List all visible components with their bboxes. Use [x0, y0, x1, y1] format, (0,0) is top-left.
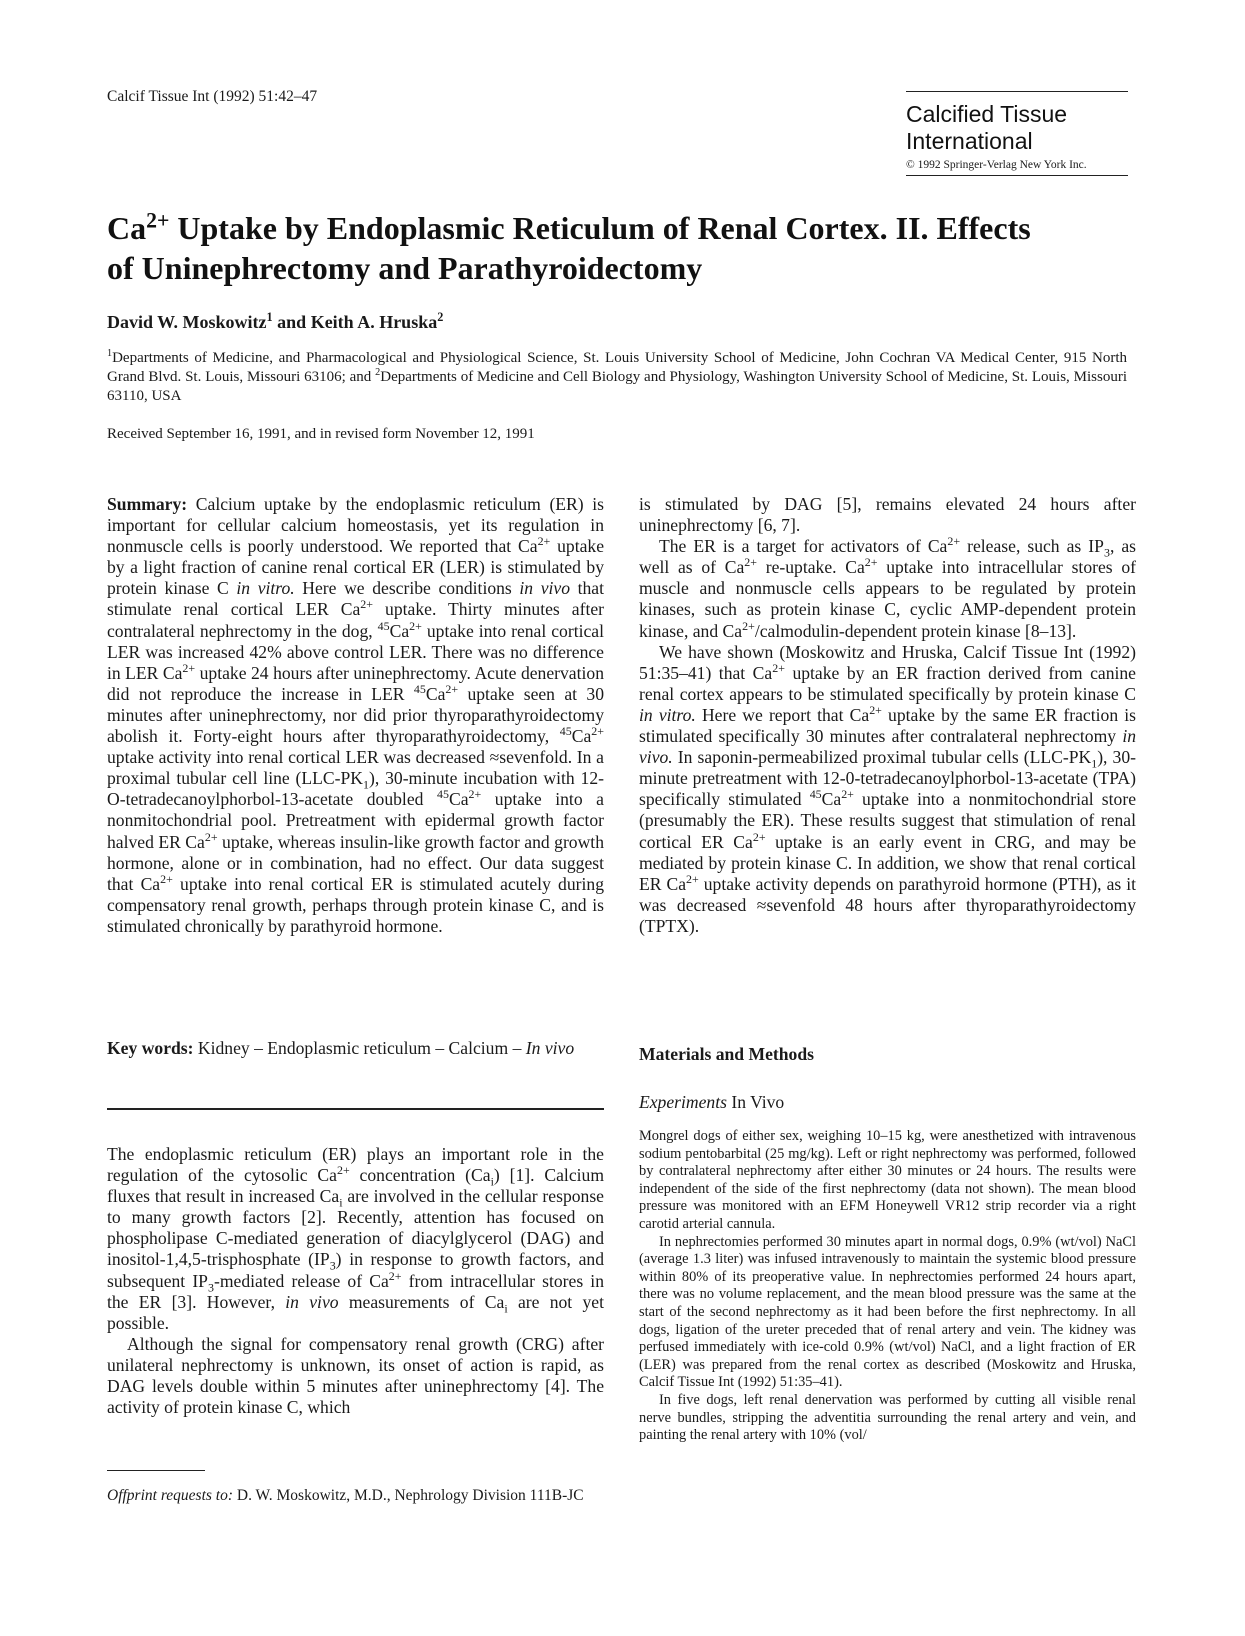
author-list [107, 312, 443, 333]
summary-text: uptake into renal cortical LER was increased 42% above control LER. There was no difference in LER Ca [107, 620, 604, 683]
intro-paragraph-3: is stimulated by DAG [5], remains elevated 24 hours after uninephrectomy [6, 7]. [639, 494, 1136, 536]
methods-paragraph-3: In five dogs, left renal denervation was performed by cutting all visible renal nerve bundles, stripping the adventitia surrounding the renal artery and vein, and painting the renal artery with 10% (vol/ [639, 1391, 1136, 1444]
intro-text: ), 30-minute pretreatment with 12-0-tetradecanoylphorbol-13-acetate (TPA) specifically stimulated [639, 747, 1137, 810]
superscript: 45 [413, 681, 426, 696]
journal-masthead [906, 91, 1128, 176]
intro-text: uptake into intracellular stores of muscle and nonmuscle cells appears to be regulated by protein kinases, such as protein kinase C, cyclic AMP-dependent protein kinase, and Ca [639, 557, 1136, 641]
subsection-italic: Experiments [639, 1092, 727, 1112]
journal-name-line2: International [906, 128, 1033, 154]
superscript: 2+ [468, 787, 482, 802]
superscript: 45 [559, 724, 572, 739]
summary-label: Summary: [107, 494, 188, 514]
section-heading: Materials and Methods [639, 1044, 814, 1064]
intro-text: Here we report that Ca [695, 704, 870, 725]
intro-paragraph-1 [107, 1144, 604, 1334]
subscript: 3 [329, 1258, 336, 1273]
summary-text: uptake into a nonmitochondrial pool. Pretreatment with epidermal growth factor halved ER Ca [107, 789, 604, 852]
footnote-rule [107, 1470, 205, 1471]
keywords-paragraph [107, 1038, 604, 1059]
offprint-label: Offprint requests to: [107, 1487, 234, 1504]
summary-text: uptake by a light fraction of canine renal cortical ER (LER) is stimulated by protein kinase C [107, 536, 605, 599]
subscript: 3 [207, 1280, 214, 1295]
author-2: Keith A. Hruska [310, 312, 438, 332]
superscript: 45 [437, 787, 449, 802]
title-charge: 2+ [146, 208, 170, 233]
affil-text-1: Departments of Medicine, and Pharmacological and Physiological Science, St. Louis University School of Medicine, John Cochran VA Medical Center, 915 North Grand Blvd. St. Louis, Missouri 63106; and [107, 350, 1127, 385]
subscript: i [339, 1195, 343, 1210]
superscript: 2+ [182, 660, 196, 675]
superscript: 2+ [388, 1268, 402, 1283]
intro-text: from intracellular stores in the ER [3]. However, [107, 1270, 604, 1312]
superscript: 2+ [742, 618, 755, 633]
intro-text: /calmodulin-dependent protein kinase [8–13]. [754, 620, 1077, 641]
summary-paragraph [107, 494, 604, 937]
summary-text: uptake 24 hours after uninephrectomy. Acute denervation did not reproduce the increase in LER [107, 662, 604, 704]
subscript: i [490, 1174, 494, 1189]
superscript: 2+ [947, 534, 961, 549]
intro-paragraph-5 [639, 642, 1136, 937]
title-ion: Ca [107, 210, 147, 246]
author-2-mark: 2 [437, 310, 444, 324]
intro-text: uptake activity depends on parathyroid hormone (PTH), as it was decreased ≈sevenfold 48 hours after thyroparathyroidectomy (TPTX). [639, 873, 1136, 936]
superscript: 2+ [360, 597, 374, 612]
intro-text: -mediated release of Ca [213, 1270, 389, 1291]
summary-text: Ca [425, 683, 446, 704]
intro-text: release, such as IP [960, 536, 1104, 557]
methods-paragraph-2: In nephrectomies performed 30 minutes apart in normal dogs, 0.9% (wt/vol) NaCl (average 1.3 liter) was infused intravenously to maintain the systemic blood pressure within 80% of its preoperative value. In nephrectomies performed 24 hours apart, there was no volume replacement, and the mean blood pressure was the same at the start of the second nephrectomy as it had been before the first nephrectomy. In all dogs, ligation of the ureter preceded that of renal artery and vein. The kidney was perfused immediately with ice-cold 0.9% (wt/vol) NaCl, and a light fraction of ER (LER) was prepared from the renal cortex as described (Moskowitz and Hruska, Calcif Tissue Int (1992) 51:35–41). [639, 1233, 1136, 1391]
intro-text: concentration (Ca [349, 1165, 491, 1186]
affiliations [107, 349, 1127, 406]
intro-text: uptake by the same ER fraction is stimulated specifically 30 minutes after contralateral nephrectomy [639, 704, 1136, 747]
affil-text-2: Departments of Medicine and Cell Biology and Physiology, Washington University School of Medicine, St. Louis, Missouri 63110, USA [107, 369, 1127, 404]
subscript: 1 [1091, 756, 1098, 771]
received-date: Received September 16, 1991, and in revised form November 12, 1991 [107, 426, 535, 442]
keywords-italic: In vivo [525, 1038, 575, 1058]
intro-text: The endoplasmic reticulum (ER) plays an important role in the regulation of the cytosolic Ca [107, 1144, 604, 1186]
summary-italic: in vitro. [236, 578, 295, 599]
superscript: 2+ [869, 703, 882, 718]
subscript: 1 [363, 777, 369, 792]
subscript: i [504, 1301, 508, 1316]
author-1: David W. Moskowitz [107, 312, 267, 332]
masthead-bottom-rule [906, 175, 1128, 176]
summary-divider [107, 1108, 604, 1110]
superscript: 2+ [591, 724, 604, 739]
superscript: 45 [377, 618, 390, 633]
summary-text: ), 30-minute incubation with 12-O-tetradecanoylphorbol-13-acetate doubled [107, 768, 604, 810]
superscript: 2+ [864, 555, 878, 570]
summary-text: uptake into renal cortical ER is stimulated acutely during compensatory renal growth, perhaps through protein kinase C, and is stimulated chronically by parathyroid hormone. [107, 873, 604, 936]
intro-text: are not yet possible. [107, 1291, 604, 1333]
superscript: 2+ [752, 829, 766, 844]
intro-text: uptake is an early event in CRG, and may be mediated by protein kinase C. In addition, we show that renal cortical ER Ca [639, 831, 1136, 894]
summary-text: Ca [571, 726, 592, 747]
intro-paragraph-2: Although the signal for compensatory renal growth (CRG) after unilateral nephrectomy is unknown, its onset of action is rapid, as DAG levels double within 5 minutes after uninephrectomy [4]. The activity of protein kinase C, which [107, 1333, 604, 1418]
author-join: and [272, 312, 311, 332]
superscript: 2+ [445, 681, 459, 696]
article-title [107, 208, 1147, 288]
author-1-mark: 1 [266, 310, 273, 324]
summary-text: Calcium uptake by the endoplasmic reticulum (ER) is important for cellular calcium homeostasis, yet its regulation in nonmuscle cells is poorly understood. We reported that Ca [107, 494, 604, 557]
intro-text: The ER is a target for activators of Ca [659, 536, 948, 557]
intro-italic: in vivo [285, 1291, 339, 1312]
title-line1: Uptake by Endoplasmic Reticulum of Renal Cortex. II. Effects [169, 210, 1031, 246]
summary-italic: in vivo [519, 578, 570, 599]
title-line2: of Uninephrectomy and Parathyroidectomy [107, 250, 703, 286]
introduction-block [107, 1144, 604, 1418]
subsection-heading [639, 1092, 784, 1113]
superscript: 45 [809, 787, 822, 802]
keywords-block [107, 1038, 604, 1059]
offprint-text: D. W. Moskowitz, M.D., Nephrology Division 111B-JC [233, 1487, 584, 1504]
masthead-top-rule [906, 91, 1128, 92]
summary-text: that stimulate renal cortical LER Ca [107, 578, 605, 620]
right-column-intro [639, 494, 1136, 937]
journal-citation: Calcif Tissue Int (1992) 51:42–47 [107, 88, 318, 105]
intro-text: We have shown (Moskowitz and Hruska, Calcif Tissue Int (1992) 51:35–41) that Ca [639, 641, 1136, 683]
affil-mark-2: 2 [375, 367, 381, 378]
summary-block [107, 494, 604, 937]
summary-text: Here we describe conditions [294, 578, 520, 599]
methods-paragraph-1: Mongrel dogs of either sex, weighing 10–15 kg, were anesthetized with intravenous sodium pentobarbital (25 mg/kg). Left or right nephrectomy was performed, followed by contralateral nephrectomy after either 30 minutes or 24 hours. The results were independent of the side of the first nephrectomy (data not shown). The mean blood pressure was monitored with an EFM Honeywell VR12 strip recorder via a right carotid arterial cannula. [639, 1128, 1136, 1232]
subsection-roman: In Vivo [726, 1092, 785, 1112]
intro-text: are involved in the cellular response to many growth factors [2]. Recently, attention has focused on phospholipase C-mediated generation of diacylglycerol (DAG) and inositol-1,4,5-trisphosphate (IP [107, 1186, 604, 1270]
subscript: 3 [1103, 545, 1110, 560]
superscript: 2+ [409, 618, 422, 633]
superscript: 2+ [336, 1163, 350, 1178]
intro-text: uptake into a nonmitochondrial store (presumably the ER). These results suggest that stimulation of renal cortical ER Ca [639, 789, 1137, 852]
summary-text: Ca [448, 789, 469, 810]
keywords-text: Kidney – Endoplasmic reticulum – Calcium – [193, 1038, 526, 1058]
methods-block [639, 1128, 1136, 1445]
intro-italic: in vitro. [639, 704, 696, 725]
intro-text: , as well as of Ca [639, 536, 1137, 578]
affil-mark-1: 1 [107, 348, 113, 359]
superscript: 2+ [204, 829, 218, 844]
superscript: 2+ [537, 534, 551, 549]
summary-text: uptake seen at 30 minutes after uninephrectomy, nor did prior thyroparathyroidectomy abolish it. Forty-eight hours after thyroparathyroidectomy, [107, 683, 604, 747]
superscript: 2+ [841, 787, 854, 802]
intro-text: Ca [821, 789, 842, 810]
superscript: 2+ [744, 555, 757, 570]
intro-text: In saponin-permeabilized proximal tubular cells (LLC-PK [672, 747, 1092, 768]
keywords-label: Key words: [107, 1038, 194, 1058]
intro-text: re-uptake. Ca [757, 557, 865, 578]
superscript: 2+ [160, 871, 173, 886]
intro-text: ) [1]. Calcium fluxes that result in increased Ca [107, 1165, 605, 1207]
intro-paragraph-4 [639, 536, 1136, 641]
summary-text: Ca [389, 620, 410, 641]
superscript: 2+ [772, 660, 785, 675]
offprint-paragraph [107, 1486, 604, 1505]
superscript: 2+ [686, 871, 699, 886]
offprint-footnote [107, 1486, 604, 1505]
summary-text: uptake, whereas insulin-like growth factor and growth hormone, alone or in combination, had no effect. Our data suggest that Ca [107, 831, 604, 894]
summary-text: uptake. Thirty minutes after contralateral nephrectomy in the dog, [107, 599, 605, 641]
intro-text: uptake by an ER fraction derived from canine renal cortex appears to be stimulated specifically by protein kinase C [639, 662, 1136, 704]
summary-text: uptake activity into renal cortical LER was decreased ≈sevenfold. In a proximal tubular cell line (LLC-PK [107, 747, 604, 789]
intro-text: ) in response to growth factors, and subsequent IP [107, 1249, 604, 1291]
intro-italic: in vivo. [639, 726, 1136, 768]
copyright-notice: © 1992 Springer-Verlag New York Inc. [906, 159, 1087, 171]
journal-name-line1: Calcified Tissue [906, 101, 1068, 127]
intro-text: measurements of Ca [338, 1291, 505, 1312]
